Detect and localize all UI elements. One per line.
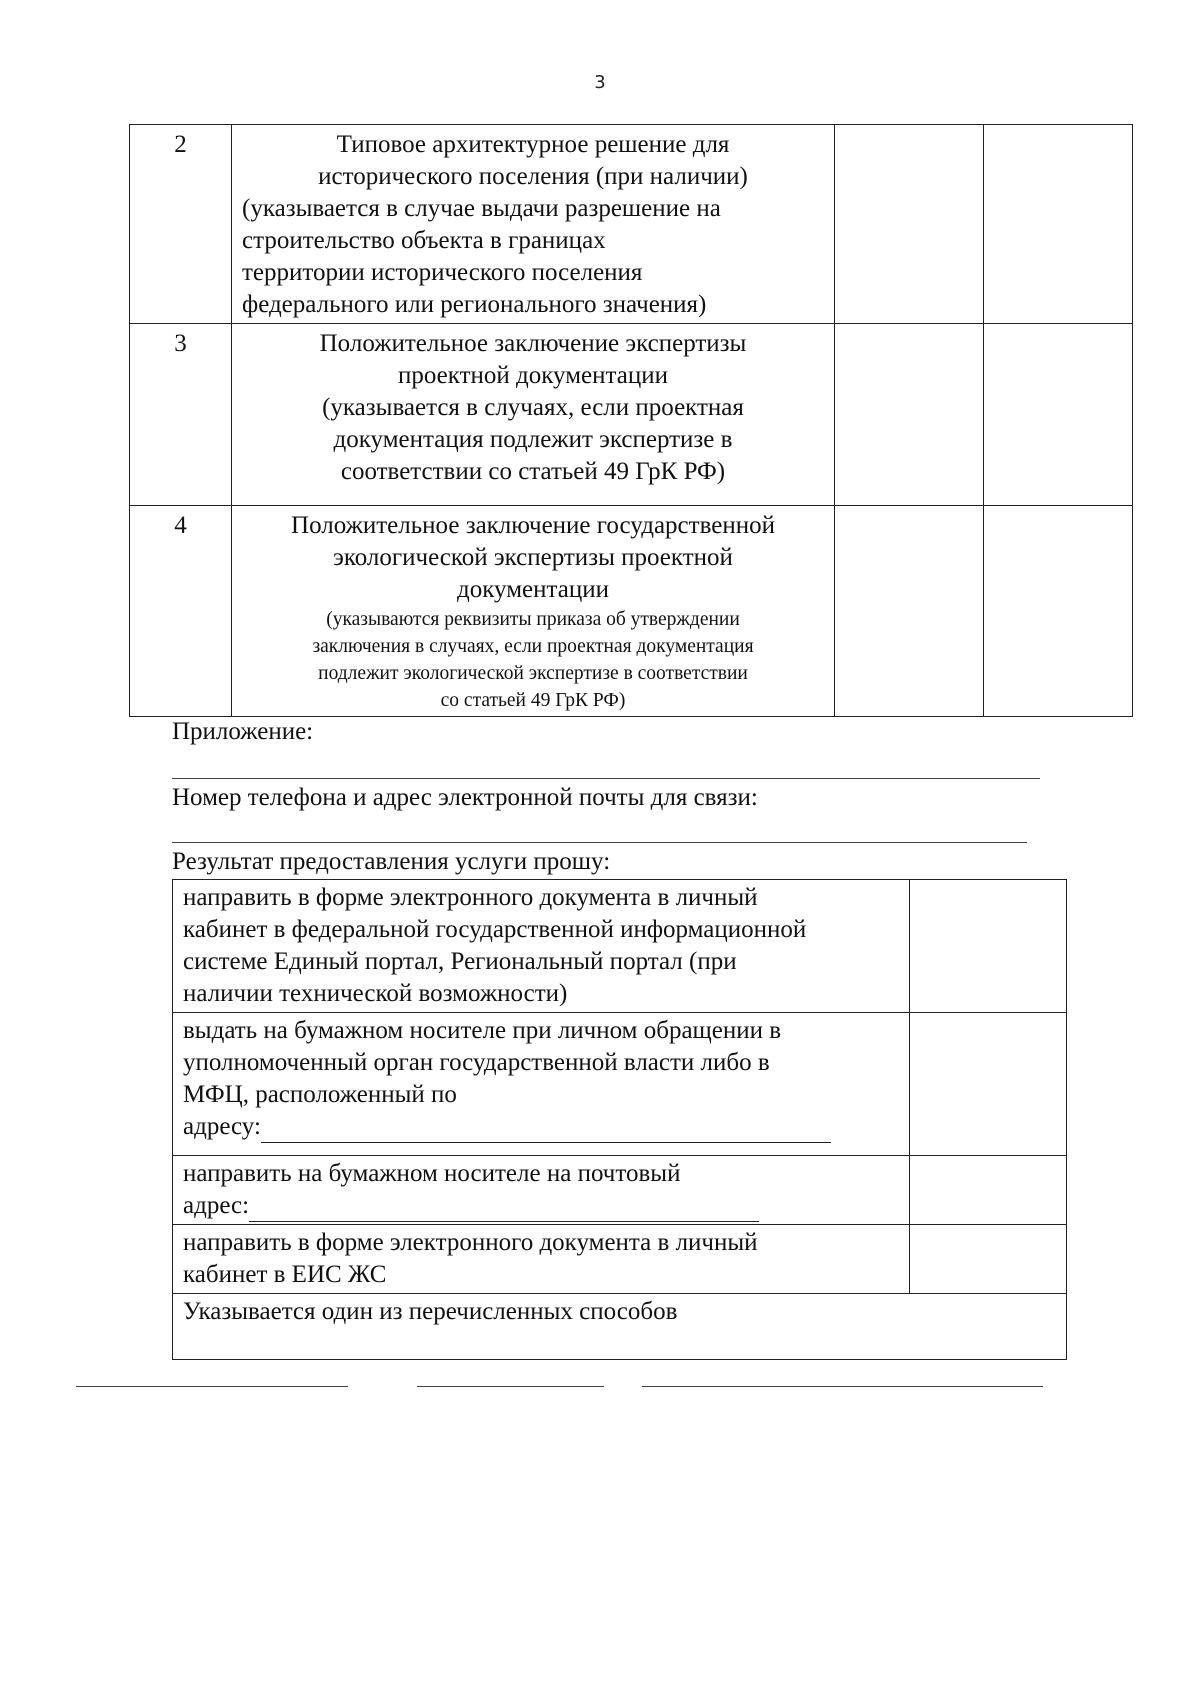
- option-line: направить на бумажном носителе на почтовый: [183, 1160, 681, 1187]
- document-note-line: документация подлежит экспертизе в: [333, 426, 733, 453]
- option-checkbox[interactable]: [910, 1013, 1067, 1156]
- option-paper-in-person: [173, 1013, 910, 1156]
- option-line: кабинет в федеральной государственной информационной: [183, 916, 807, 943]
- option-line: направить в форме электронного документа в личный: [183, 884, 758, 911]
- signature-line-signature[interactable]: [417, 1386, 604, 1387]
- document-title-line: документации: [457, 576, 609, 603]
- option-line: МФЦ, расположенный по: [183, 1081, 457, 1108]
- blank-cell[interactable]: [835, 506, 984, 717]
- appendix-label: Приложение:: [172, 718, 314, 745]
- option-paper-by-mail: [173, 1156, 910, 1225]
- document-description: [232, 506, 835, 717]
- option-line: уполномоченный орган государственной власти либо в: [183, 1049, 770, 1076]
- options-footer-note: Указывается один из перечисленных способов: [173, 1294, 1067, 1360]
- table-row: [173, 880, 1067, 1013]
- address-label: адрес:: [183, 1192, 250, 1219]
- table-row: [130, 125, 1133, 324]
- signature-line-position[interactable]: [76, 1386, 348, 1387]
- document-note-line: (указывается в случае выдачи разрешение на: [242, 195, 721, 222]
- document-note-line: федерального или регионального значения): [242, 291, 707, 318]
- contact-label: Номер телефона и адрес электронной почты для связи:: [172, 784, 758, 811]
- option-checkbox[interactable]: [910, 1225, 1067, 1294]
- document-title-line: экологической экспертизы проектной: [333, 544, 733, 571]
- document-note-line: заключения в случаях, если проектная документация: [312, 636, 754, 657]
- document-note-line: (указывается в случаях, если проектная: [322, 394, 744, 421]
- delivery-options-table: [172, 879, 1067, 1360]
- document-description: [232, 324, 835, 506]
- option-line: направить в форме электронного документа в личный: [183, 1229, 758, 1256]
- row-number: 3: [130, 324, 232, 506]
- row-number: 2: [130, 125, 232, 324]
- document-note-line: строительство объекта в границах: [242, 227, 606, 254]
- option-checkbox[interactable]: [910, 1156, 1067, 1225]
- document-note-line: территории исторического поселения: [242, 259, 643, 286]
- option-line: системе Единый портал, Региональный портал (при: [183, 948, 737, 975]
- table-row: [130, 324, 1133, 506]
- blank-cell[interactable]: [835, 324, 984, 506]
- option-line: выдать на бумажном носителе при личном обращении в: [183, 1017, 782, 1044]
- page-number: 3: [594, 72, 606, 93]
- document-note-line: (указываются реквизиты приказа об утверждении: [326, 609, 740, 630]
- document-title-line: Положительное заключение экспертизы: [319, 330, 747, 357]
- document-note-line: соответствии со статьей 49 ГрК РФ): [340, 458, 726, 485]
- result-label: Результат предоставления услуги прошу:: [172, 848, 611, 875]
- option-line: наличии технической возможности): [183, 980, 568, 1007]
- address-fill-line[interactable]: [249, 1195, 759, 1222]
- document-title-line: проектной документации: [398, 362, 668, 389]
- table-row: [173, 1294, 1067, 1360]
- document-title-line: Типовое архитектурное решение для: [336, 131, 730, 158]
- blank-cell[interactable]: [984, 324, 1133, 506]
- address-fill-line[interactable]: [261, 1116, 831, 1143]
- appendix-fill-line[interactable]: [172, 778, 1040, 779]
- documents-table: [129, 124, 1133, 717]
- document-description: [232, 125, 835, 324]
- contact-fill-line[interactable]: [172, 842, 1027, 843]
- table-row: [173, 1013, 1067, 1156]
- document-title-line: исторического поселения (при наличии): [318, 163, 748, 190]
- option-electronic-portal: [173, 880, 910, 1013]
- blank-cell[interactable]: [984, 506, 1133, 717]
- option-checkbox[interactable]: [910, 880, 1067, 1013]
- row-number: 4: [130, 506, 232, 717]
- document-note-line: со статьей 49 ГрК РФ): [440, 690, 626, 711]
- table-row: [173, 1225, 1067, 1294]
- table-row: [130, 506, 1133, 717]
- document-title-line: Положительное заключение государственной: [291, 512, 775, 539]
- table-row: [173, 1156, 1067, 1225]
- address-label: адресу:: [183, 1113, 261, 1140]
- option-line: кабинет в ЕИС ЖС: [183, 1261, 387, 1288]
- blank-cell[interactable]: [835, 125, 984, 324]
- option-electronic-eis: [173, 1225, 910, 1294]
- document-note-line: подлежит экологической экспертизе в соответствии: [318, 663, 748, 684]
- blank-cell[interactable]: [984, 125, 1133, 324]
- signature-line-name[interactable]: [642, 1386, 1043, 1387]
